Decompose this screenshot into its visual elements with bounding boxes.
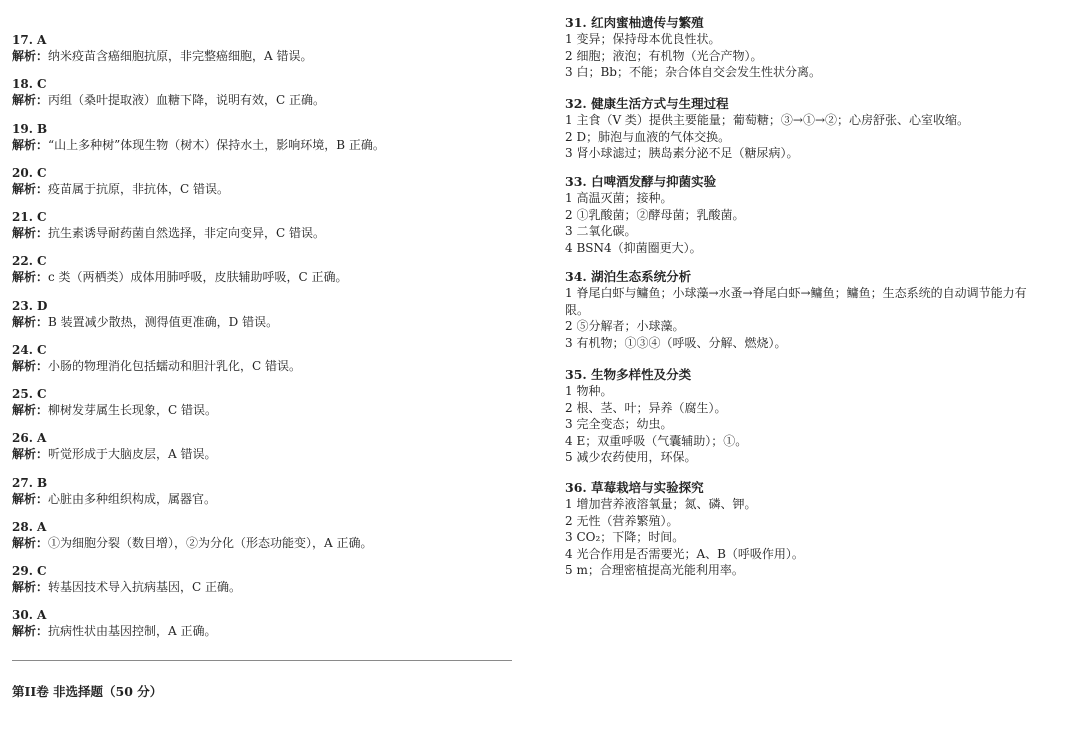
answer-item xyxy=(12,342,512,374)
answer-item xyxy=(12,32,512,64)
answer-item xyxy=(12,563,512,595)
answer-explanation xyxy=(12,137,512,153)
answer-line: 1 主食（V 类）提供主要能量；葡萄糖；③→①→②；心房舒张、心室收缩。 xyxy=(565,113,970,127)
answer-key: 27. B xyxy=(12,476,48,490)
answer-key: 21. C xyxy=(12,210,47,224)
explanation-text: 抗病性状由基因控制，A 正确。 xyxy=(48,624,217,638)
explanation-text: 听觉形成于大脑皮层，A 错误。 xyxy=(48,447,217,461)
answer-key: 29. C xyxy=(12,564,47,578)
explanation-label: 解析： xyxy=(12,359,49,373)
answer-item xyxy=(12,607,512,639)
answer-line: 3 白；Bb；不能；杂合体自交会发生性状分离。 xyxy=(565,65,821,79)
answer-item xyxy=(12,76,512,108)
answer-explanation xyxy=(12,491,512,507)
answer-explanation xyxy=(12,314,512,330)
explanation-label: 解析： xyxy=(12,492,49,506)
answer-key: 24. C xyxy=(12,343,47,357)
answer-item xyxy=(12,430,512,462)
answer-explanation xyxy=(12,48,512,64)
explanation-text: B 装置减少散热，测得值更准确，D 错误。 xyxy=(48,315,279,329)
answer-key: 25. C xyxy=(12,387,47,401)
section-title: 第II卷 非选择题（50 分） xyxy=(12,684,163,699)
question-block xyxy=(565,366,1070,466)
answer-line: 2 ⑤分解者；小球藻。 xyxy=(565,319,685,333)
answer-line: 限。 xyxy=(565,302,590,317)
answer-line: 1 物种。 xyxy=(565,384,613,398)
answer-line: 4 E；双重呼吸（气囊辅助）；①。 xyxy=(565,433,748,448)
answer-item xyxy=(12,121,512,153)
explanation-text: 抗生素诱导耐药菌自然选择，非定向变异，C 错误。 xyxy=(48,226,326,240)
answer-item xyxy=(12,165,512,197)
question-title: 36. 草莓栽培与实验探究 xyxy=(565,480,704,495)
answer-line: 2 根、茎、叶；异养（腐生）。 xyxy=(565,400,727,415)
explanation-label: 解析： xyxy=(12,93,49,107)
explanation-label: 解析： xyxy=(12,315,49,329)
explanation-label: 解析： xyxy=(12,182,49,196)
answer-line: 2 D；肺泡与血液的气体交换。 xyxy=(565,129,731,144)
question-title: 32. 健康生活方式与生理过程 xyxy=(565,96,729,111)
answer-key: 18. C xyxy=(12,77,47,91)
answer-line: 2 细胞；液泡；有机物（光合产物）。 xyxy=(565,48,763,63)
answer-line: 2 无性（营养繁殖）。 xyxy=(565,513,679,528)
answer-explanation xyxy=(12,535,512,551)
answer-key: 23. D xyxy=(12,299,48,313)
explanation-label: 解析： xyxy=(12,49,49,63)
answer-key: 22. C xyxy=(12,254,47,268)
answer-item xyxy=(12,253,512,285)
explanation-text: 纳米疫苗含癌细胞抗原，非完整癌细胞，A 错误。 xyxy=(48,49,313,63)
question-title: 34. 湖泊生态系统分析 xyxy=(565,269,692,284)
section-divider xyxy=(12,660,512,661)
explanation-text: 心脏由多种组织构成，属器官。 xyxy=(48,492,217,506)
answer-line: 1 增加营养液溶氧量；氮、磷、钾。 xyxy=(565,497,757,511)
question-block xyxy=(565,14,1070,81)
answer-line: 3 有机物；①③④（呼吸、分解、燃烧）。 xyxy=(565,335,787,350)
explanation-label: 解析： xyxy=(12,270,49,284)
answer-line: 1 脊尾白虾与鳙鱼；小球藻→水蚤→脊尾白虾→鳙鱼；鳙鱼；生态系统的自动调节能力有 xyxy=(565,286,1027,300)
answer-explanation xyxy=(12,446,512,462)
answer-explanation xyxy=(12,92,512,108)
answer-key: 26. A xyxy=(12,431,47,445)
answer-item xyxy=(12,209,512,241)
answer-line: 1 变异；保持母本优良性状。 xyxy=(565,32,721,46)
answer-key: 28. A xyxy=(12,520,47,534)
answer-key: 20. C xyxy=(12,166,47,180)
explanation-label: 解析： xyxy=(12,624,49,638)
question-block xyxy=(565,479,1070,579)
answer-explanation xyxy=(12,402,512,418)
question-block xyxy=(565,95,1070,162)
question-title: 35. 生物多样性及分类 xyxy=(565,367,692,382)
explanation-text: 柳树发芽属生长现象，C 错误。 xyxy=(48,403,218,417)
explanation-text: 小肠的物理消化包括蠕动和胆汁乳化，C 错误。 xyxy=(48,359,302,373)
answer-line: 3 完全变态；幼虫。 xyxy=(565,417,673,431)
answer-explanation xyxy=(12,269,512,285)
explanation-label: 解析： xyxy=(12,580,49,594)
question-title: 33. 白啤酒发酵与抑菌实验 xyxy=(565,174,717,189)
answer-line: 1 高温灭菌；接种。 xyxy=(565,191,673,205)
answer-line: 3 CO₂；下降；时间。 xyxy=(565,530,685,544)
answer-line: 3 二氧化碳。 xyxy=(565,224,637,238)
explanation-label: 解析： xyxy=(12,226,49,240)
answer-line: 5 m；合理密植提高光能利用率。 xyxy=(565,563,744,577)
answer-explanation xyxy=(12,358,512,374)
answer-item xyxy=(12,386,512,418)
answer-line: 4 BSN4（抑菌圈更大）。 xyxy=(565,240,702,255)
answer-explanation xyxy=(12,623,512,639)
explanation-label: 解析： xyxy=(12,447,49,461)
answer-line: 4 光合作用是否需要光；A、B（呼吸作用）。 xyxy=(565,546,804,561)
answer-explanation xyxy=(12,579,512,595)
answer-key: 17. A xyxy=(12,33,47,47)
answer-line: 3 肾小球滤过；胰岛素分泌不足（糖尿病）。 xyxy=(565,146,799,160)
answer-item xyxy=(12,298,512,330)
explanation-text: 疫苗属于抗原，非抗体，C 错误。 xyxy=(48,182,230,196)
explanation-label: 解析： xyxy=(12,536,49,550)
explanation-text: 丙组（桑叶提取液）血糖下降，说明有效，C 正确。 xyxy=(48,93,326,107)
question-title: 31. 红肉蜜柚遗传与繁殖 xyxy=(565,15,704,30)
explanation-label: 解析： xyxy=(12,138,49,152)
answer-line: 2 ①乳酸菌；②酵母菌；乳酸菌。 xyxy=(565,207,745,222)
question-block xyxy=(565,173,1070,256)
answer-key: 30. A xyxy=(12,608,47,622)
explanation-text: “山上多种树”体现生物（树木）保持水土，影响环境，B 正确。 xyxy=(48,138,385,152)
answer-key: 19. B xyxy=(12,122,48,136)
explanation-text: c 类（两栖类）成体用肺呼吸，皮肤辅助呼吸，C 正确。 xyxy=(48,270,348,284)
explanation-label: 解析： xyxy=(12,403,49,417)
answer-item xyxy=(12,475,512,507)
question-block xyxy=(565,268,1070,351)
answer-item xyxy=(12,519,512,551)
explanation-text: ①为细胞分裂（数目增），②为分化（形态功能变），A 正确。 xyxy=(48,536,373,550)
answer-line: 5 减少农药使用，环保。 xyxy=(565,450,697,464)
answer-explanation xyxy=(12,225,512,241)
explanation-text: 转基因技术导入抗病基因，C 正确。 xyxy=(48,580,242,594)
answer-explanation xyxy=(12,181,512,197)
